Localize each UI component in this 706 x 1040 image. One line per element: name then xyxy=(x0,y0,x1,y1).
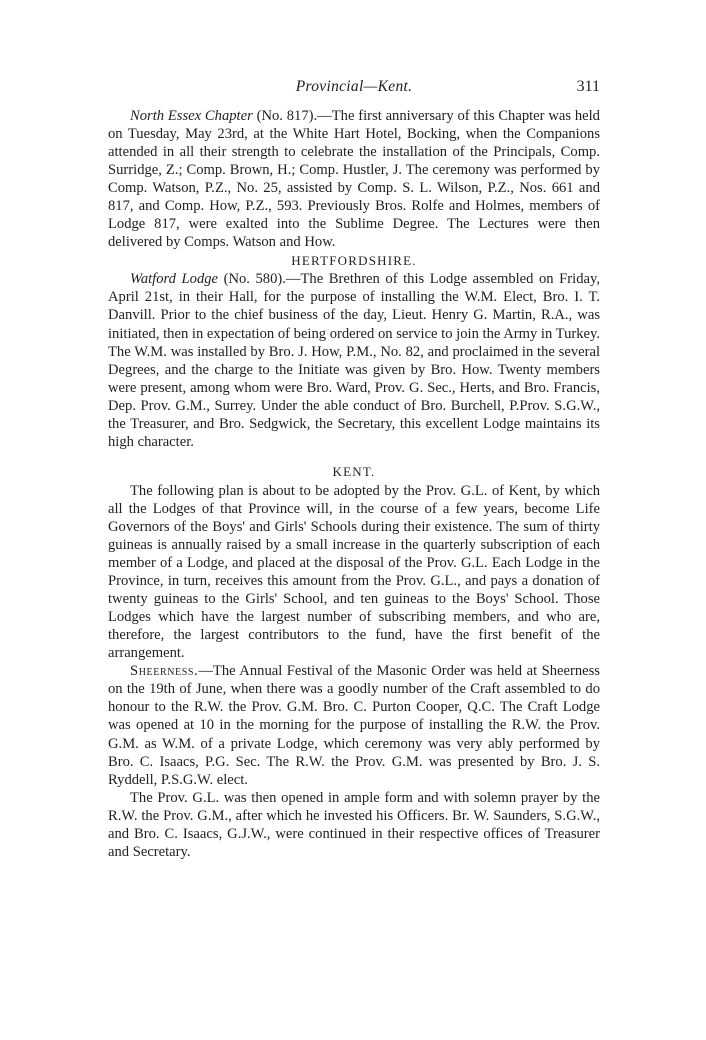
running-title: Provincial—Kent. xyxy=(295,78,413,95)
paragraph-kent-plan: The following plan is about to be adopted by the Prov. G.L. of Kent, by which all the Lodges of that Province will, in the course of a few years, become Life Governors of the Boys' and Girls' Schools during their existence. The sum of thirty guineas is annually raised by a small increase in the quarterly subscription of each member of a Lodge, and placed at the disposal of the Prov. G.L. Each Lodge in the Province, in turn, receives this amount from the Prov. G.L., and pays a donation of twenty guineas to the Girls' School, and ten guineas to the Boys' School. Those Lodges which have the largest number of subscribing members, and who are, therefore, the largest contributors to the fund, have the first benefit of the arrangement. xyxy=(108,482,600,662)
lead-north-essex-chapter: North Essex Chapter xyxy=(130,108,253,124)
text-watford-lodge: (No. 580).—The Brethren of this Lodge assembled on Friday, April 21st, in their Hall, for the purpose of installing the W.M. Elect, Bro. I. T. Danvill. Prior to the chief business of the day, Lieut. Henry G. Martin, R.A., was initiated, then in expectation of being ordered on service to join the Army in Turkey. The W.M. was installed by Bro. J. How, P.M., No. 82, and proclaimed in the several Degrees, and the charge to the Initiate was given by Bro. How. Twenty members were present, among whom were Bro. Ward, Prov. G. Sec., Herts, and Bro. Francis, Dep. Prov. G.M., Surrey. Under the able conduct of Bro. Burchell, P.Prov. S.G.W., the Treasurer, and Bro. Sedgwick, the Secretary, this excellent Lodge maintains its high character. xyxy=(108,271,600,450)
paragraph-watford-lodge xyxy=(108,270,600,450)
text-north-essex: (No. 817).—The first anniversary of this Chapter was held on Tuesday, May 23rd, at the White Hart Hotel, Bocking, when the Companions attended in all their strength to celebrate the installation of the Principals, Comp. Surridge, Z.; Comp. Brown, H.; Comp. Hustler, J. The ceremony was performed by Comp. Watson, P.Z., No. 25, assisted by Comp. S. L. Wilson, P.Z., Nos. 661 and 817, and Comp. How, P.Z., 593. Previously Bros. Rolfe and Holmes, members of Lodge 817, were exalted into the Sublime Degree. The Lectures were then delivered by Comps. Watson and How. xyxy=(108,108,600,251)
heading-hertfordshire: HERTFORDSHIRE. xyxy=(291,253,417,269)
paragraph-prov-gl: The Prov. G.L. was then opened in ample form and with solemn prayer by the R.W. the Prov. G.M., after which he invested his Officers. Br. W. Saunders, S.G.W., and Bro. C. Isaacs, G.J.W., were continued in their respective offices of Treasurer and Secretary. xyxy=(108,789,600,860)
running-head xyxy=(108,78,600,104)
lead-sheerness: Sheerness. xyxy=(130,663,199,680)
text-sheerness: —The Annual Festival of the Masonic Order was held at Sheerness on the 19th of June, when there was a goodly number of the Craft assembled to do honour to the R.W. the Prov. G.M. Bro. C. Purton Cooper, Q.C. The Craft Lodge was opened at 10 in the morning for the purpose of installing the R.W. the Prov. G.M. as W.M. of a private Lodge, which ceremony was very ably performed by Bro. C. Isaacs, P.G. Sec. The R.W. the Prov. G.M. was presented by Bro. J. S. Ryddell, P.S.G.W. elect. xyxy=(108,663,600,788)
heading-kent: KENT. xyxy=(332,463,376,479)
page-number: 311 xyxy=(576,78,600,95)
paragraph-north-essex xyxy=(108,107,600,251)
page xyxy=(108,78,600,861)
paragraph-sheerness xyxy=(108,662,600,788)
lead-watford-lodge: Watford Lodge xyxy=(130,271,219,288)
